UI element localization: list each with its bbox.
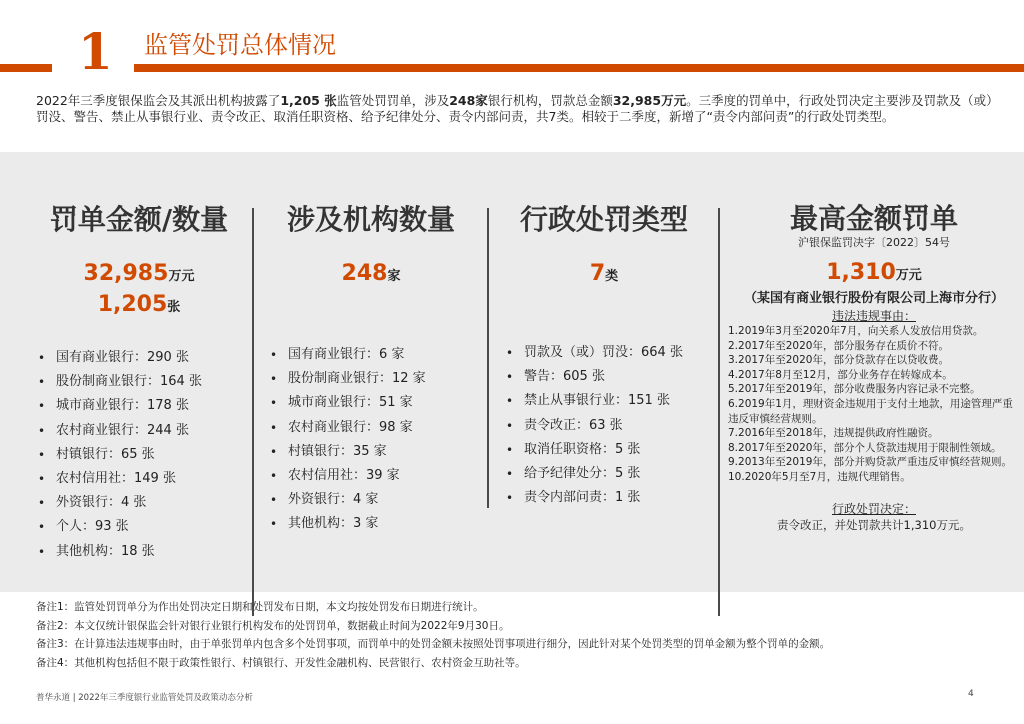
intro-text-3: 银行机构，罚款总金额 <box>487 93 613 108</box>
amount-unit: 万元 <box>168 269 195 284</box>
case-number: 沪银保监罚决字〔2022〕54号 <box>798 236 950 249</box>
column-title-institutions: 涉及机构数量 <box>286 203 455 236</box>
column-title-amount: 罚单金额/数量 <box>49 203 229 236</box>
list-item: • 农村信用社：39 家 <box>268 464 474 488</box>
column-title-types: 行政处罚类型 <box>519 203 688 236</box>
institution-breakdown-list <box>268 343 474 537</box>
decision-text: 责令改正，并处罚款共计1,310万元。 <box>777 517 971 532</box>
column-divider <box>718 208 720 616</box>
highest-value: 1,310 <box>826 260 896 285</box>
type-unit: 类 <box>605 269 619 284</box>
list-item: • 城市商业银行：51 家 <box>268 391 474 415</box>
reason-item: 10.2020年5月至7月，违规代理销售。 <box>728 470 911 483</box>
highest-unit: 万元 <box>895 268 922 283</box>
list-item: • 国有商业银行：6 家 <box>268 343 474 367</box>
intro-text-4: 。三季度的罚单中，行政处罚决定主要涉及罚款及（或）罚没、警告、禁止从事银行业、责令改正、取消任职资格、给予纪律处分、责令内部问责，共7类。相较于二季度，新增了“责令内部问责”的行政处罚类型。 <box>36 93 993 124</box>
reason-item: 5.2017年至2019年，部分收费服务内容记录不完整。 <box>728 383 981 396</box>
list-item: • 村镇银行：65 张 <box>36 443 242 467</box>
section-title: 监管处罚总体情况 <box>144 31 336 59</box>
list-item: • 取消任职资格：5 张 <box>504 438 704 462</box>
intro-text-1: 2022年三季度银保监会及其派出机构披露了 <box>36 93 281 108</box>
list-item: • 罚款及（或）罚没：664 张 <box>504 341 704 365</box>
reason-item: 3.2017年至2020年，部分贷款存在以贷收费。 <box>728 354 949 367</box>
note-item: 备注4：其他机构包括但不限于政策性银行、村镇银行、开发性金融机构、民营银行、农村资金互助社等。 <box>36 656 526 669</box>
column-title-highest: 最高金额罚单 <box>789 202 958 235</box>
list-item: • 警告：605 张 <box>504 365 704 389</box>
reason-item: 1.2019年3月至2020年7月，向关系人发放信用贷款。 <box>728 325 984 337</box>
type-total <box>504 260 704 291</box>
section-number: 1 <box>78 22 113 81</box>
highest-amount <box>728 259 1020 290</box>
note-item: 备注2：本文仅统计银保监会针对银行业银行机构发布的处罚罚单，数据截止时间为2022年9月30日。 <box>36 619 510 632</box>
list-item: • 农村商业银行：244 张 <box>36 419 242 443</box>
amount-total <box>36 260 242 291</box>
list-item: • 外资银行：4 张 <box>36 491 242 515</box>
list-item: • 给予纪律处分：5 张 <box>504 462 704 486</box>
ticket-count <box>36 291 242 322</box>
reason-item: 2.2017年至2020年，部分服务存在质价不符。 <box>728 339 949 352</box>
reasons-title: 违法违规事由： <box>831 309 916 323</box>
amount-breakdown-list <box>36 346 242 564</box>
reasons-list <box>728 324 1020 485</box>
intro-text-2: 监管处罚罚单，涉及 <box>336 93 450 108</box>
intro-paragraph <box>36 93 996 125</box>
intro-institutions: 248家 <box>449 93 488 108</box>
institution-value: 248 <box>341 261 388 286</box>
list-item: • 城市商业银行：178 张 <box>36 394 242 418</box>
note-item: 备注1：监管处罚罚单分为作出处罚决定日期和处罚发布日期，本文均按处罚发布日期进行统计。 <box>36 601 484 613</box>
decision-title: 行政处罚决定： <box>831 501 916 516</box>
column-divider <box>252 208 254 616</box>
list-item: • 其他机构：18 张 <box>36 540 242 564</box>
ticket-count-value: 1,205 <box>97 292 168 317</box>
header-rule-left <box>0 64 52 72</box>
list-item: • 外资银行：4 家 <box>268 488 474 512</box>
note-item: 备注3：在计算违法违规事由时，由于单张罚单内包含多个处罚事项，而罚单中的处罚金额未按照处罚事项进行细分，因此针对某个处罚类型的罚单金额为整个罚单的金额。 <box>36 638 831 650</box>
column-types <box>504 152 704 510</box>
page-number: 4 <box>968 689 974 699</box>
type-value: 7 <box>589 261 606 286</box>
list-item: • 股份制商业银行：164 张 <box>36 370 242 394</box>
institution-total <box>268 260 474 291</box>
list-item: • 股份制商业银行：12 家 <box>268 367 474 391</box>
reason-item: 8.2017年至2020年，部分个人贷款违规用于限制性领域。 <box>728 441 1002 454</box>
list-item: • 村镇银行：35 家 <box>268 440 474 464</box>
reason-item: 9.2013年至2019年，部分并购贷款严重违反审慎经营规则。 <box>728 456 1012 469</box>
list-item: • 国有商业银行：290 张 <box>36 346 242 370</box>
institution-unit: 家 <box>387 269 401 284</box>
list-item: • 农村信用社：149 张 <box>36 467 242 491</box>
list-item: • 其他机构：3 家 <box>268 512 474 536</box>
footer-text: 普华永道 | 2022年三季度银行业监管处罚及政策动态分析 <box>36 693 253 703</box>
list-item: • 责令改正：63 张 <box>504 414 704 438</box>
reason-item: 7.2016年至2018年，违规提供政府性融资。 <box>728 427 939 440</box>
penalty-type-list <box>504 341 704 510</box>
list-item: • 责令内部问责：1 张 <box>504 486 704 510</box>
list-item: • 个人：93 张 <box>36 515 242 539</box>
column-highest <box>728 152 1020 533</box>
list-item: • 农村商业银行：98 家 <box>268 416 474 440</box>
intro-count: 1,205 张 <box>280 93 337 108</box>
bank-name: （某国有商业银行股份有限公司上海市分行） <box>743 291 1004 306</box>
intro-amount: 32,985万元 <box>612 93 687 108</box>
ticket-count-unit: 张 <box>167 300 181 315</box>
reason-item: 6.2019年1月，理财资金违规用于支付土地款，用途管理严重违反审慎经营规则。 <box>728 397 1013 425</box>
amount-value: 32,985 <box>83 261 169 286</box>
column-divider <box>487 208 489 508</box>
list-item: • 禁止从事银行业：151 张 <box>504 389 704 413</box>
section-header <box>0 0 1024 86</box>
reason-item: 4.2017年8月至12月，部分业务存在转嫁成本。 <box>728 368 953 381</box>
column-amount <box>36 152 242 564</box>
summary-panel <box>0 152 1024 592</box>
header-rule-right <box>134 64 1024 72</box>
notes <box>36 598 996 672</box>
column-institutions <box>268 152 474 537</box>
